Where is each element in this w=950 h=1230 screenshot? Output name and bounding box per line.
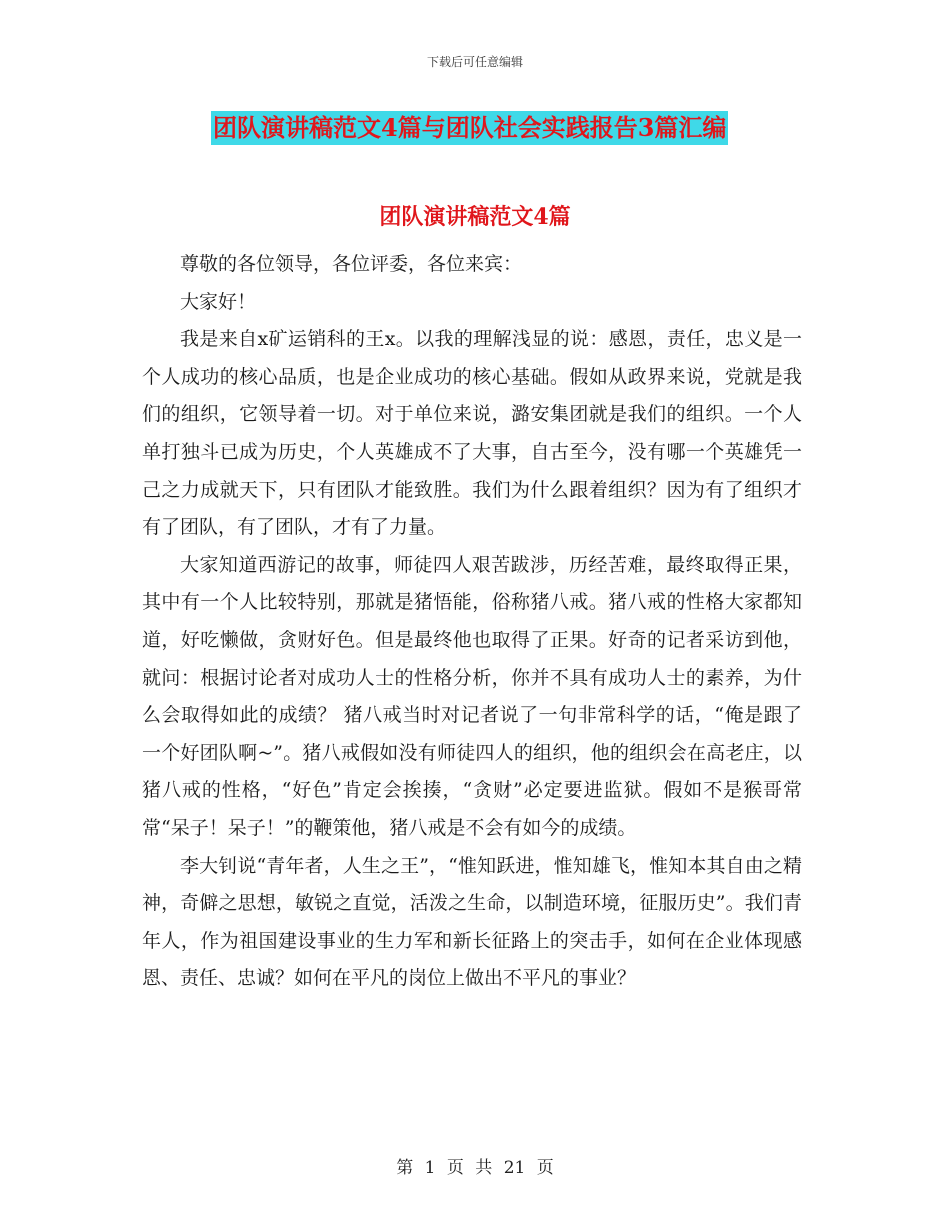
paragraph-salutation: 尊敬的各位领导，各位评委，各位来宾： xyxy=(180,253,523,275)
paragraph: 大家知道西游记的故事，师徒四人艰苦跋涉，历经苦难，最终取得正果，其中有一个人比较特别，那就是猪悟能，俗称猪八戒。猪八戒的性格大家都知道，好吃懒做，贪财好色。但是最终他也取得了正果。好奇的记者采访到他，就问：根据讨论者对成功人士的性格分析，你并不具有成功人士的素养，为什么会取得如此的成绩？ 猪八戒当时对记者说了一句非常科学的话，“俺是跟了一个好团队啊~”。猪八戒假如没有师徒四人的组织，他的组织会在高老庄，以猪八戒的性格，“好色”肯定会挨揍，“贪财”必定要进监狱。假如不是猴哥常常“呆子！呆子！”的鞭策他，猪八戒是不会有如今的成绩。 xyxy=(142,553,802,839)
paragraph: 李大钊说“青年者，人生之王”，“惟知跃进，惟知雄飞，惟知本其自由之精神，奇僻之思想，敏锐之直觉，活泼之生命，以制造环境，征服历史”。我们青年人，作为祖国建设事业的生力军和新长征路上的突击手，如何在企业体现感恩、责任、忠诚？如何在平凡的岗位上做出不平凡的事业？ xyxy=(142,854,802,990)
section-title: 团队演讲稿范文4篇 xyxy=(379,204,571,230)
page-footer: 第 1 页 共 21 页 xyxy=(396,1158,554,1178)
header-note: 下载后可任意编辑 xyxy=(426,55,523,69)
paragraph-greeting: 大家好！ xyxy=(180,290,257,313)
body-text xyxy=(142,246,802,998)
document-title: 团队演讲稿范文4篇与团队社会实践报告3篇汇编 xyxy=(211,111,728,145)
paragraph: 我是来自x矿运销科的王x。以我的理解浅显的说：感恩，责任，忠义是一个人成功的核心品质，也是企业成功的核心基础。假如从政界来说，党就是我们的组织，它领导着一切。对于单位来说，潞安集团就是我们的组织。一个人单打独斗已成为历史，个人英雄成不了大事，自古至今，没有哪一个英雄凭一己之力成就天下，只有团队才能致胜。我们为什么跟着组织？因为有了组织才有了团队，有了团队，才有了力量。 xyxy=(142,328,802,539)
